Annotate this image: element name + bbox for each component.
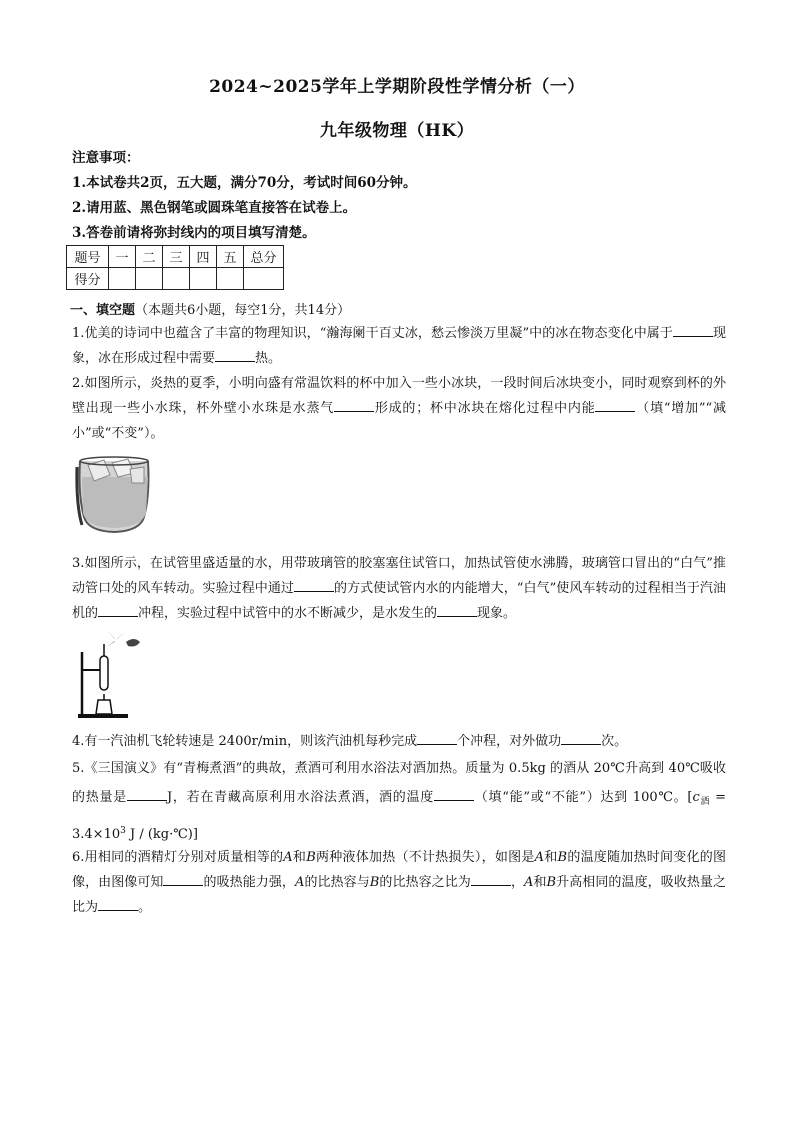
question-text: 5.《三国演义》有“青梅煮酒”的典故，煮酒可利用水浴法对酒加热。质量为 0.5kg 的酒从 20℃升高到 40℃吸收的热量是 (72, 761, 726, 805)
question-5 (72, 754, 726, 849)
score-table (66, 245, 284, 290)
answer-blank[interactable] (595, 397, 635, 412)
question-text: 热。 (255, 351, 282, 366)
question-text: 4.有一汽油机飞轮转速是 2400r/min，则该汽油机每秒完成 (72, 734, 418, 749)
score-cell[interactable] (163, 268, 190, 290)
question-4 (72, 729, 726, 754)
question-text: 的方式使试管内水的内能增大，“白气”使风车转动的过程相当于汽油机的 (72, 581, 726, 621)
question-text: 的比热容与 (304, 875, 370, 890)
exam-subtitle: 九年级物理（HK） (319, 121, 475, 141)
notes-item: 3.答卷前请将弥封线内的项目填写清楚。 (72, 225, 316, 241)
question-text: 升高相同的温度，吸收热量之比为 (72, 875, 726, 915)
answer-blank[interactable] (98, 602, 138, 617)
question-text: 形成的；杯中冰块在熔化过程中内能 (374, 401, 596, 416)
notes-item: 2.请用蓝、黑色钢笔或圆珠笔直接答在试卷上。 (72, 200, 357, 216)
section-note: （本题共6小题，每空1分，共14分） (135, 303, 351, 318)
score-header-cell: 三 (163, 246, 190, 268)
variable-a: A (283, 850, 293, 865)
answer-blank[interactable] (673, 322, 713, 337)
score-header-cell: 题号 (67, 246, 109, 268)
score-header-cell: 五 (217, 246, 244, 268)
question-text: 。 (138, 900, 152, 915)
answer-blank[interactable] (471, 871, 511, 886)
variable-a: A (524, 875, 534, 890)
notes-item: 1.本试卷共2页，五大题，满分70分，考试时间60分钟。 (72, 175, 417, 191)
question-text: 两种液体加热（不计热损失），如图是 (315, 850, 535, 865)
score-row-label: 得分 (67, 268, 109, 290)
notes-heading: 注意事项： (72, 150, 140, 166)
formula-exponent: 3 (120, 826, 126, 836)
formula-symbol: c (692, 790, 700, 805)
question-text: 的吸热能力强， (203, 875, 295, 890)
question-text: 个冲程，对外做功 (457, 734, 562, 749)
question-text: 2.如图所示，炎热的夏季，小明向盛有常温饮料的杯中加入一些小冰块，一段时间后冰块变小，同时观察到杯的外壁出现一些小水珠，杯外壁小水珠是水蒸气 (72, 376, 726, 416)
formula-subscript: 酒 (699, 797, 711, 807)
question-text: 和 (292, 850, 307, 865)
answer-blank[interactable] (215, 347, 255, 362)
answer-blank[interactable] (334, 397, 374, 412)
notes-block (72, 146, 417, 246)
score-cell[interactable] (136, 268, 163, 290)
question-1 (72, 321, 726, 371)
answer-blank[interactable] (561, 730, 601, 745)
score-cell[interactable] (217, 268, 244, 290)
question-text: 的温度随加热时间变化的图像，由图像可知 (72, 850, 726, 890)
score-cell[interactable] (190, 268, 217, 290)
variable-a: A (295, 875, 305, 890)
question-6 (72, 845, 726, 920)
question-text: （填“增加”“减小”或“不变”）。 (72, 401, 726, 441)
score-header-cell: 总分 (244, 246, 284, 268)
score-cell[interactable] (244, 268, 284, 290)
windmill-apparatus-figure (76, 630, 144, 722)
answer-blank[interactable] (437, 602, 477, 617)
answer-blank[interactable] (127, 786, 167, 801)
variable-b: B (369, 875, 380, 890)
question-text: 3.如图所示，在试管里盛适量的水，用带玻璃管的胶塞塞住试管口，加热试管使水沸腾，玻璃管口冒出的“白气”推动管口处的风车转动。实验过程中通过 (72, 556, 726, 596)
section-title: 一、填空题 (70, 303, 136, 318)
question-text: 现象。 (477, 606, 517, 621)
score-table-header-row (67, 246, 284, 268)
question-text: 现象，冰在形成过程中需要 (72, 326, 726, 366)
question-3 (72, 551, 726, 626)
exam-title: 2024~2025学年上学期阶段性学情分析（一） (209, 77, 585, 97)
formula-unit: J / (kg·℃)] (125, 827, 198, 842)
question-text: （填“能”或“不能”）达到 100℃。[ (473, 790, 693, 805)
ice-glass-figure (74, 455, 154, 537)
score-cell[interactable] (109, 268, 136, 290)
answer-blank[interactable] (417, 730, 457, 745)
section-heading (70, 299, 350, 318)
variable-b: B (557, 850, 568, 865)
score-header-cell: 一 (109, 246, 136, 268)
variable-b: B (546, 875, 557, 890)
question-text: 和 (533, 875, 547, 890)
answer-blank[interactable] (294, 577, 334, 592)
question-text: 的比热容之比为 (379, 875, 471, 890)
variable-b: B (306, 850, 316, 865)
score-table-score-row (67, 268, 284, 290)
variable-a: A (534, 850, 545, 865)
question-text: 和 (544, 850, 558, 865)
score-header-cell: 二 (136, 246, 163, 268)
question-text: 次。 (601, 734, 628, 749)
question-text: 1.优美的诗词中也蕴含了丰富的物理知识，“瀚海阑干百丈冰，愁云惨淡万里凝”中的冰在物态变化中属于 (72, 326, 673, 341)
formula-value: = 3.4×10 (72, 790, 726, 842)
question-text: 6.用相同的酒精灯分别对质量相等的 (72, 850, 284, 865)
question-text: 冲程，实验过程中试管中的水不断减少，是水发生的 (138, 606, 438, 621)
answer-blank[interactable] (434, 786, 474, 801)
question-text: ， (510, 875, 525, 890)
answer-blank[interactable] (98, 896, 138, 911)
question-text: J，若在青藏高原利用水浴法煮酒，酒的温度 (166, 790, 434, 805)
answer-blank[interactable] (163, 871, 203, 886)
score-header-cell: 四 (190, 246, 217, 268)
question-2 (72, 371, 726, 446)
